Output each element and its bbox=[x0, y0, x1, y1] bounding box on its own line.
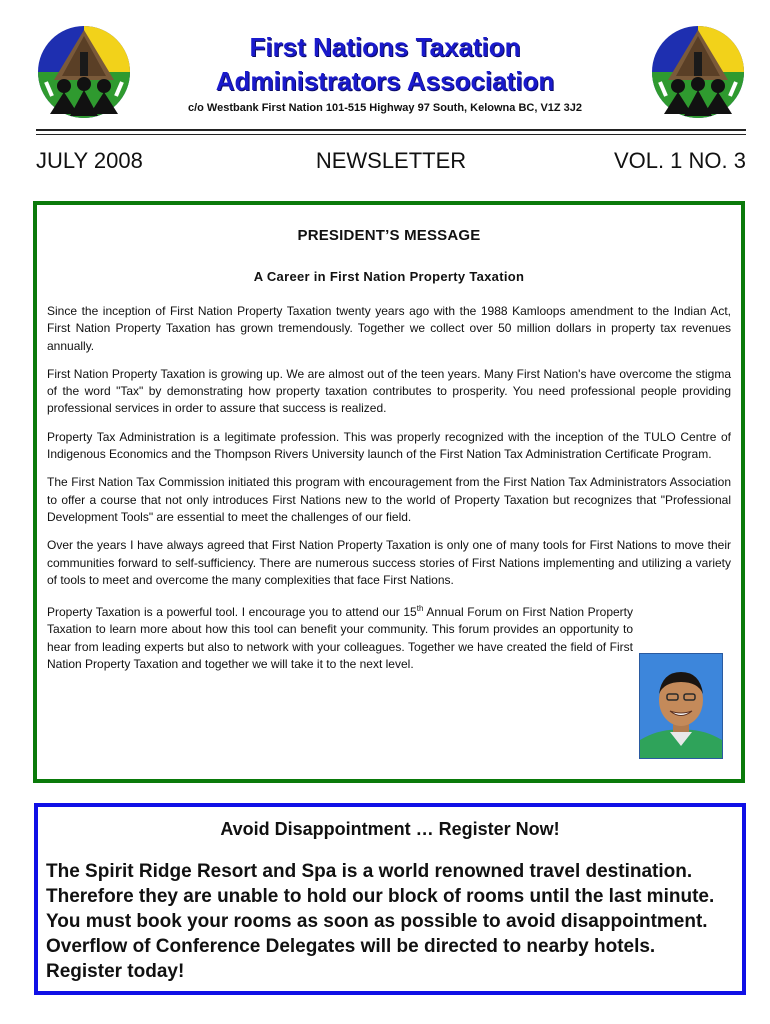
organization-title-line1: First Nations Taxation bbox=[249, 32, 521, 62]
president-photo bbox=[639, 653, 723, 759]
registration-notice-box bbox=[34, 803, 746, 995]
message-paragraph: Over the years I have always agreed that First Nation Property Taxation is only one of many tools for First Nations to move their communities forward to self-sufficiency. There are numerous success stories of First Nations implementing and utilizing a variety of tools to meet and overcome the many complexities that face First Nations. bbox=[47, 538, 731, 587]
last-paragraph-end: Annual Forum on First Nation Property Taxation to learn more about how this tool can benefit your community. This forum provides an opportunity to hear from leading experts but also to network with your colleagues. Together we have created the field of First Nation Property Taxation and together we will take it to the next level. bbox=[47, 605, 633, 672]
issue-info-row bbox=[36, 148, 746, 178]
presidents-message-heading: PRESIDENT’S MESSAGE bbox=[297, 227, 481, 244]
issue-type: NEWSLETTER bbox=[315, 148, 467, 173]
association-logo-right bbox=[650, 22, 746, 122]
presidents-message-subheading: A Career in First Nation Property Taxation bbox=[253, 269, 525, 284]
ordinal-suffix: th bbox=[416, 604, 424, 614]
organization-title bbox=[150, 30, 620, 98]
last-paragraph-start: Property Taxation is a powerful tool. I encourage you to attend our 15 bbox=[47, 605, 417, 620]
message-paragraph: The First Nation Tax Commission initiated this program with encouragement from the First Nation Tax Administrators Association to offer a course that not only introduces First Nations new to the world of Property Taxation but recognizes that "Professional Development Tools" are essential to meet the challenges of our field. bbox=[47, 475, 731, 524]
issue-date: JULY 2008 bbox=[36, 148, 143, 173]
registration-notice-body: The Spirit Ridge Resort and Spa is a world renowned travel destination. Therefore they are unable to hold our block of rooms until the last minute. You must book your rooms as soon as possible to avoid disappointment. Overflow of Conference Delegates will be directed to nearby hotels. Register today! bbox=[46, 861, 715, 982]
presidents-message-box bbox=[33, 201, 745, 783]
association-logo-left bbox=[36, 22, 132, 122]
message-paragraph: Since the inception of First Nation Property Taxation twenty years ago with the 1988 Kamloops amendment to the Indian Act, First Nation Property Taxation has grown tremendously. Together we collect over 50 million dollars in property tax revenues annually. bbox=[47, 304, 731, 353]
header-divider bbox=[36, 129, 746, 135]
organization-address: c/o Westbank First Nation 101-515 Highway 97 South, Kelowna BC, V1Z 3J2 bbox=[187, 102, 583, 114]
issue-volume: VOL. 1 NO. 3 bbox=[613, 148, 746, 173]
message-paragraph-last bbox=[47, 600, 633, 673]
message-paragraph: First Nation Property Taxation is growing up. We are almost out of the teen years. Many First Nation's have overcome the stigma of the word "Tax" by demonstrating how property taxation contributes to prosperity. You need professional people providing professional services in order to assure that success is realized. bbox=[47, 366, 731, 416]
organization-title-line2: Administrators Association bbox=[215, 66, 555, 96]
presidents-message-body bbox=[47, 303, 731, 684]
message-paragraph: Property Tax Administration is a legitimate profession. This was properly recognized with the inception of the TULO Centre of Indigenous Economics and the Thompson Rivers University launch of the First Nation Tax Administration Certificate Program. bbox=[47, 429, 731, 462]
registration-notice-heading: Avoid Disappointment … Register Now! bbox=[220, 819, 560, 839]
